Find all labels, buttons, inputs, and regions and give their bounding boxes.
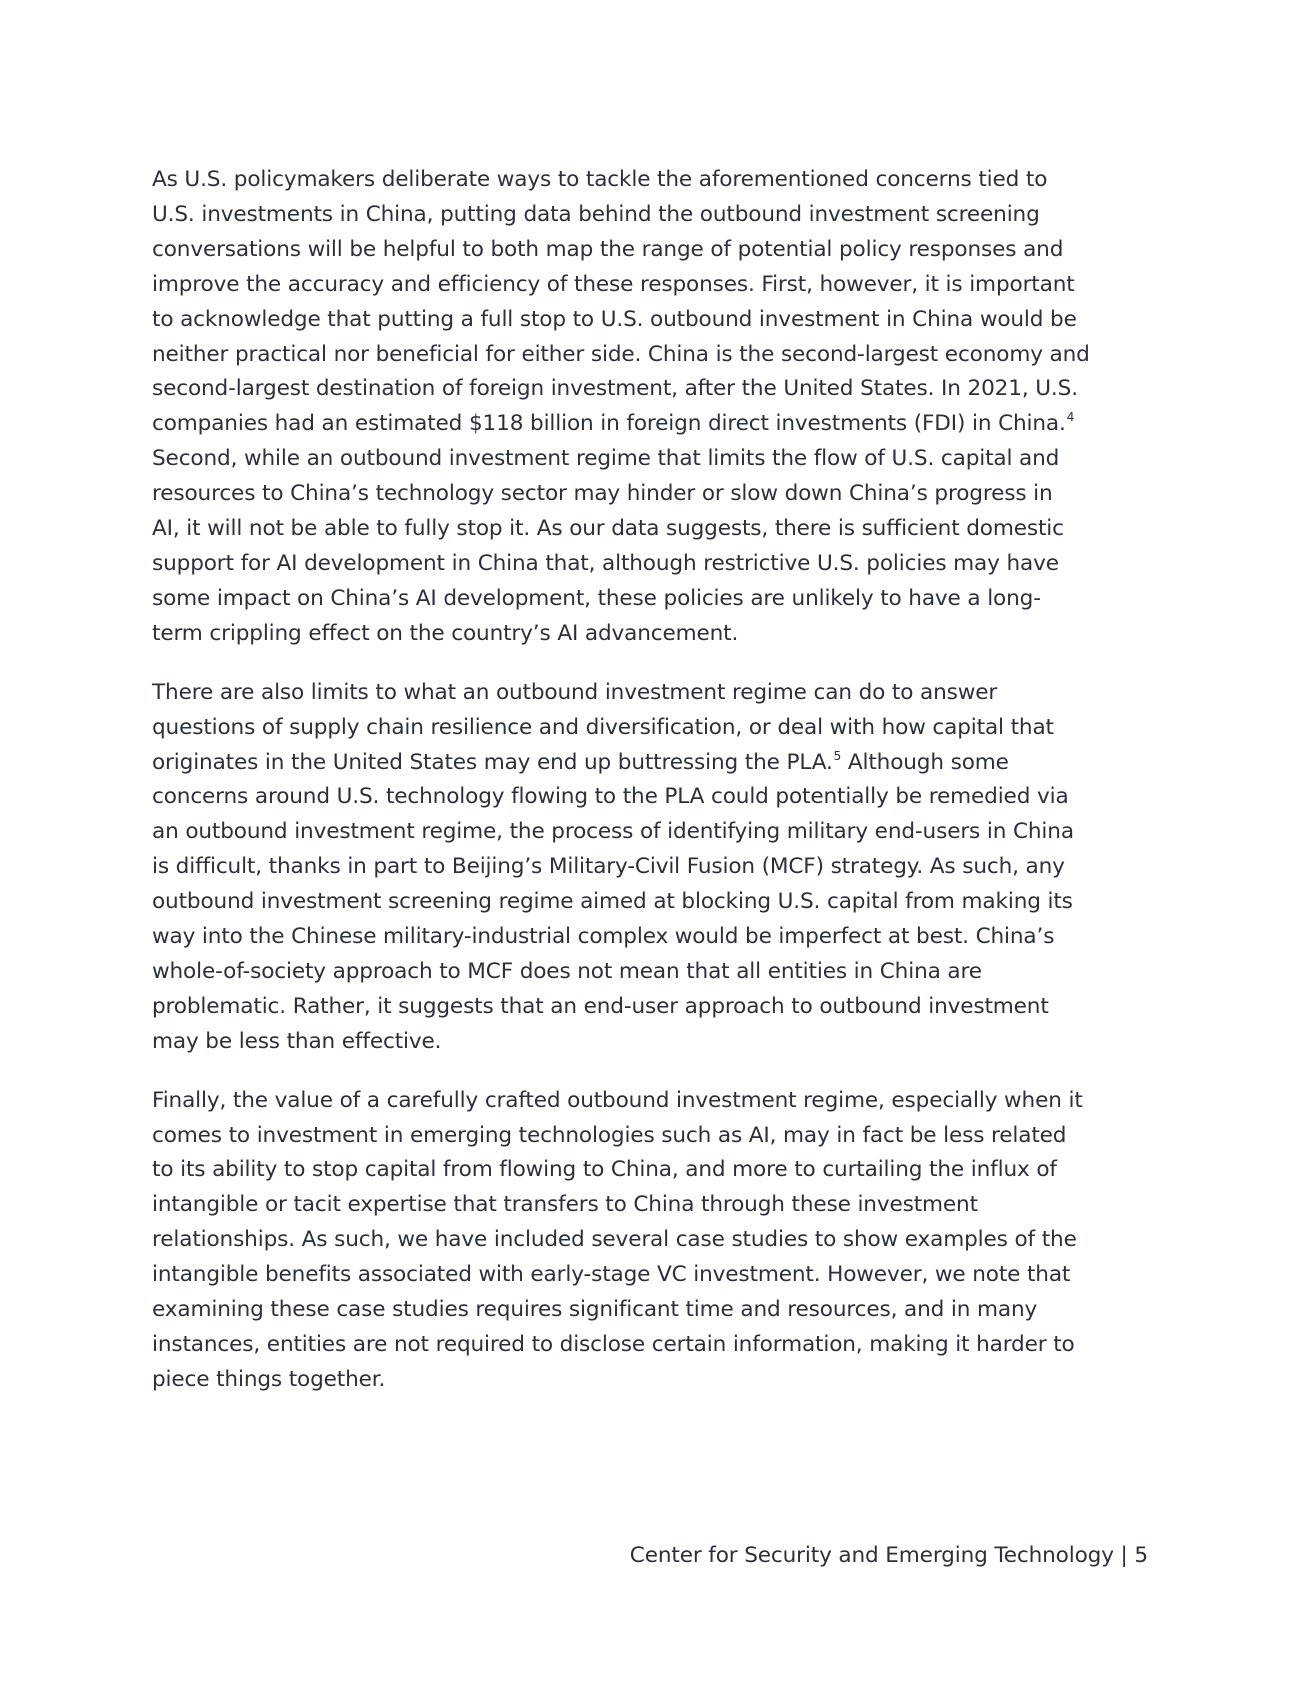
text-line: whole-of-society approach to MCF does not mean that all entities in China are [152, 958, 982, 984]
text-line: conversations will be helpful to both map the range of potential policy responses and [152, 236, 1064, 262]
text-line: instances, entities are not required to disclose certain information, making it harder to [152, 1332, 1075, 1357]
text-line: concerns around U.S. technology flowing to the PLA could potentially be remedied via [152, 784, 1069, 810]
text-line: examining these case studies requires significant time and resources, and in many [152, 1297, 1038, 1323]
text-line: an outbound investment regime, the process of identifying military end-users in China [152, 819, 1074, 845]
text-line: intangible benefits associated with early-stage VC investment. However, we note that [152, 1262, 1071, 1288]
text-line: questions of supply chain resilience and diversification, or deal with how capital that [152, 714, 1054, 740]
paragraph-3 [152, 1084, 1162, 1398]
paragraph-2 [152, 676, 1162, 1060]
text-line: As U.S. policymakers deliberate ways to tackle the aforementioned concerns tied to [152, 167, 1048, 192]
text-line: improve the accuracy and efficiency of these responses. First, however, it is important [152, 271, 1075, 297]
page-footer [630, 1541, 1148, 1571]
text-line: way into the Chinese military-industrial complex would be imperfect at best. China’s [152, 924, 1055, 950]
text-segment: Although some [841, 749, 1009, 775]
footnote-ref-5[interactable]: 5 [833, 748, 842, 763]
text-line: to its ability to stop capital from flowing to China, and more to curtailing the influx of [152, 1157, 1057, 1183]
text-line: There are also limits to what an outbound investment regime can do to answer [152, 679, 998, 705]
text-line: problematic. Rather, it suggests that an end-user approach to outbound investment [152, 993, 1049, 1019]
text-line: neither practical nor beneficial for either side. China is the second-largest economy and [152, 341, 1090, 367]
text-line: AI, it will not be able to fully stop it. As our data suggests, there is sufficient domestic [152, 516, 1064, 542]
text-line: resources to China’s technology sector may hinder or slow down China’s progress in [152, 481, 1053, 507]
text-line: relationships. As such, we have included several case studies to show examples of the [152, 1227, 1077, 1253]
text-line: may be less than effective. [152, 1028, 442, 1054]
text-line: piece things together. [152, 1366, 386, 1392]
text-line: some impact on China’s AI development, these policies are unlikely to have a long- [152, 585, 1041, 611]
text-line: intangible or tacit expertise that transfers to China through these investment [152, 1192, 978, 1218]
text-segment: companies had an estimated $118 billion in foreign direct investments (FDI) in China. [152, 411, 1066, 437]
text-line [152, 407, 1162, 442]
text-line: comes to investment in emerging technologies such as AI, may in fact be less related [152, 1122, 1067, 1148]
text-line: U.S. investments in China, putting data behind the outbound investment screening [152, 201, 1040, 227]
page-number: 5 [1134, 1543, 1148, 1568]
paragraph-1 [152, 163, 1162, 652]
footer-organization: Center for Security and Emerging Technology [629, 1543, 1114, 1568]
body-text [152, 163, 1162, 1422]
text-line: second-largest destination of foreign investment, after the United States. In 2021, U.S. [152, 376, 1078, 402]
footnote-ref-4[interactable]: 4 [1066, 410, 1075, 425]
text-line: term crippling effect on the country’s AI advancement. [152, 620, 739, 646]
text-line: Finally, the value of a carefully crafted outbound investment regime, especially when it [152, 1087, 1083, 1113]
text-line: to acknowledge that putting a full stop to U.S. outbound investment in China would be [152, 306, 1077, 332]
text-line [152, 746, 1162, 781]
text-line: support for AI development in China that, although restrictive U.S. policies may have [152, 550, 1059, 576]
text-line: Second, while an outbound investment regime that limits the flow of U.S. capital and [152, 446, 1060, 472]
text-line: is difficult, thanks in part to Beijing’s Military-Civil Fusion (MCF) strategy. As such, any [152, 854, 1065, 880]
text-line: outbound investment screening regime aimed at blocking U.S. capital from making its [152, 889, 1073, 915]
text-segment: originates in the United States may end up buttressing the PLA. [152, 749, 833, 775]
footer-separator: | [1113, 1543, 1135, 1568]
